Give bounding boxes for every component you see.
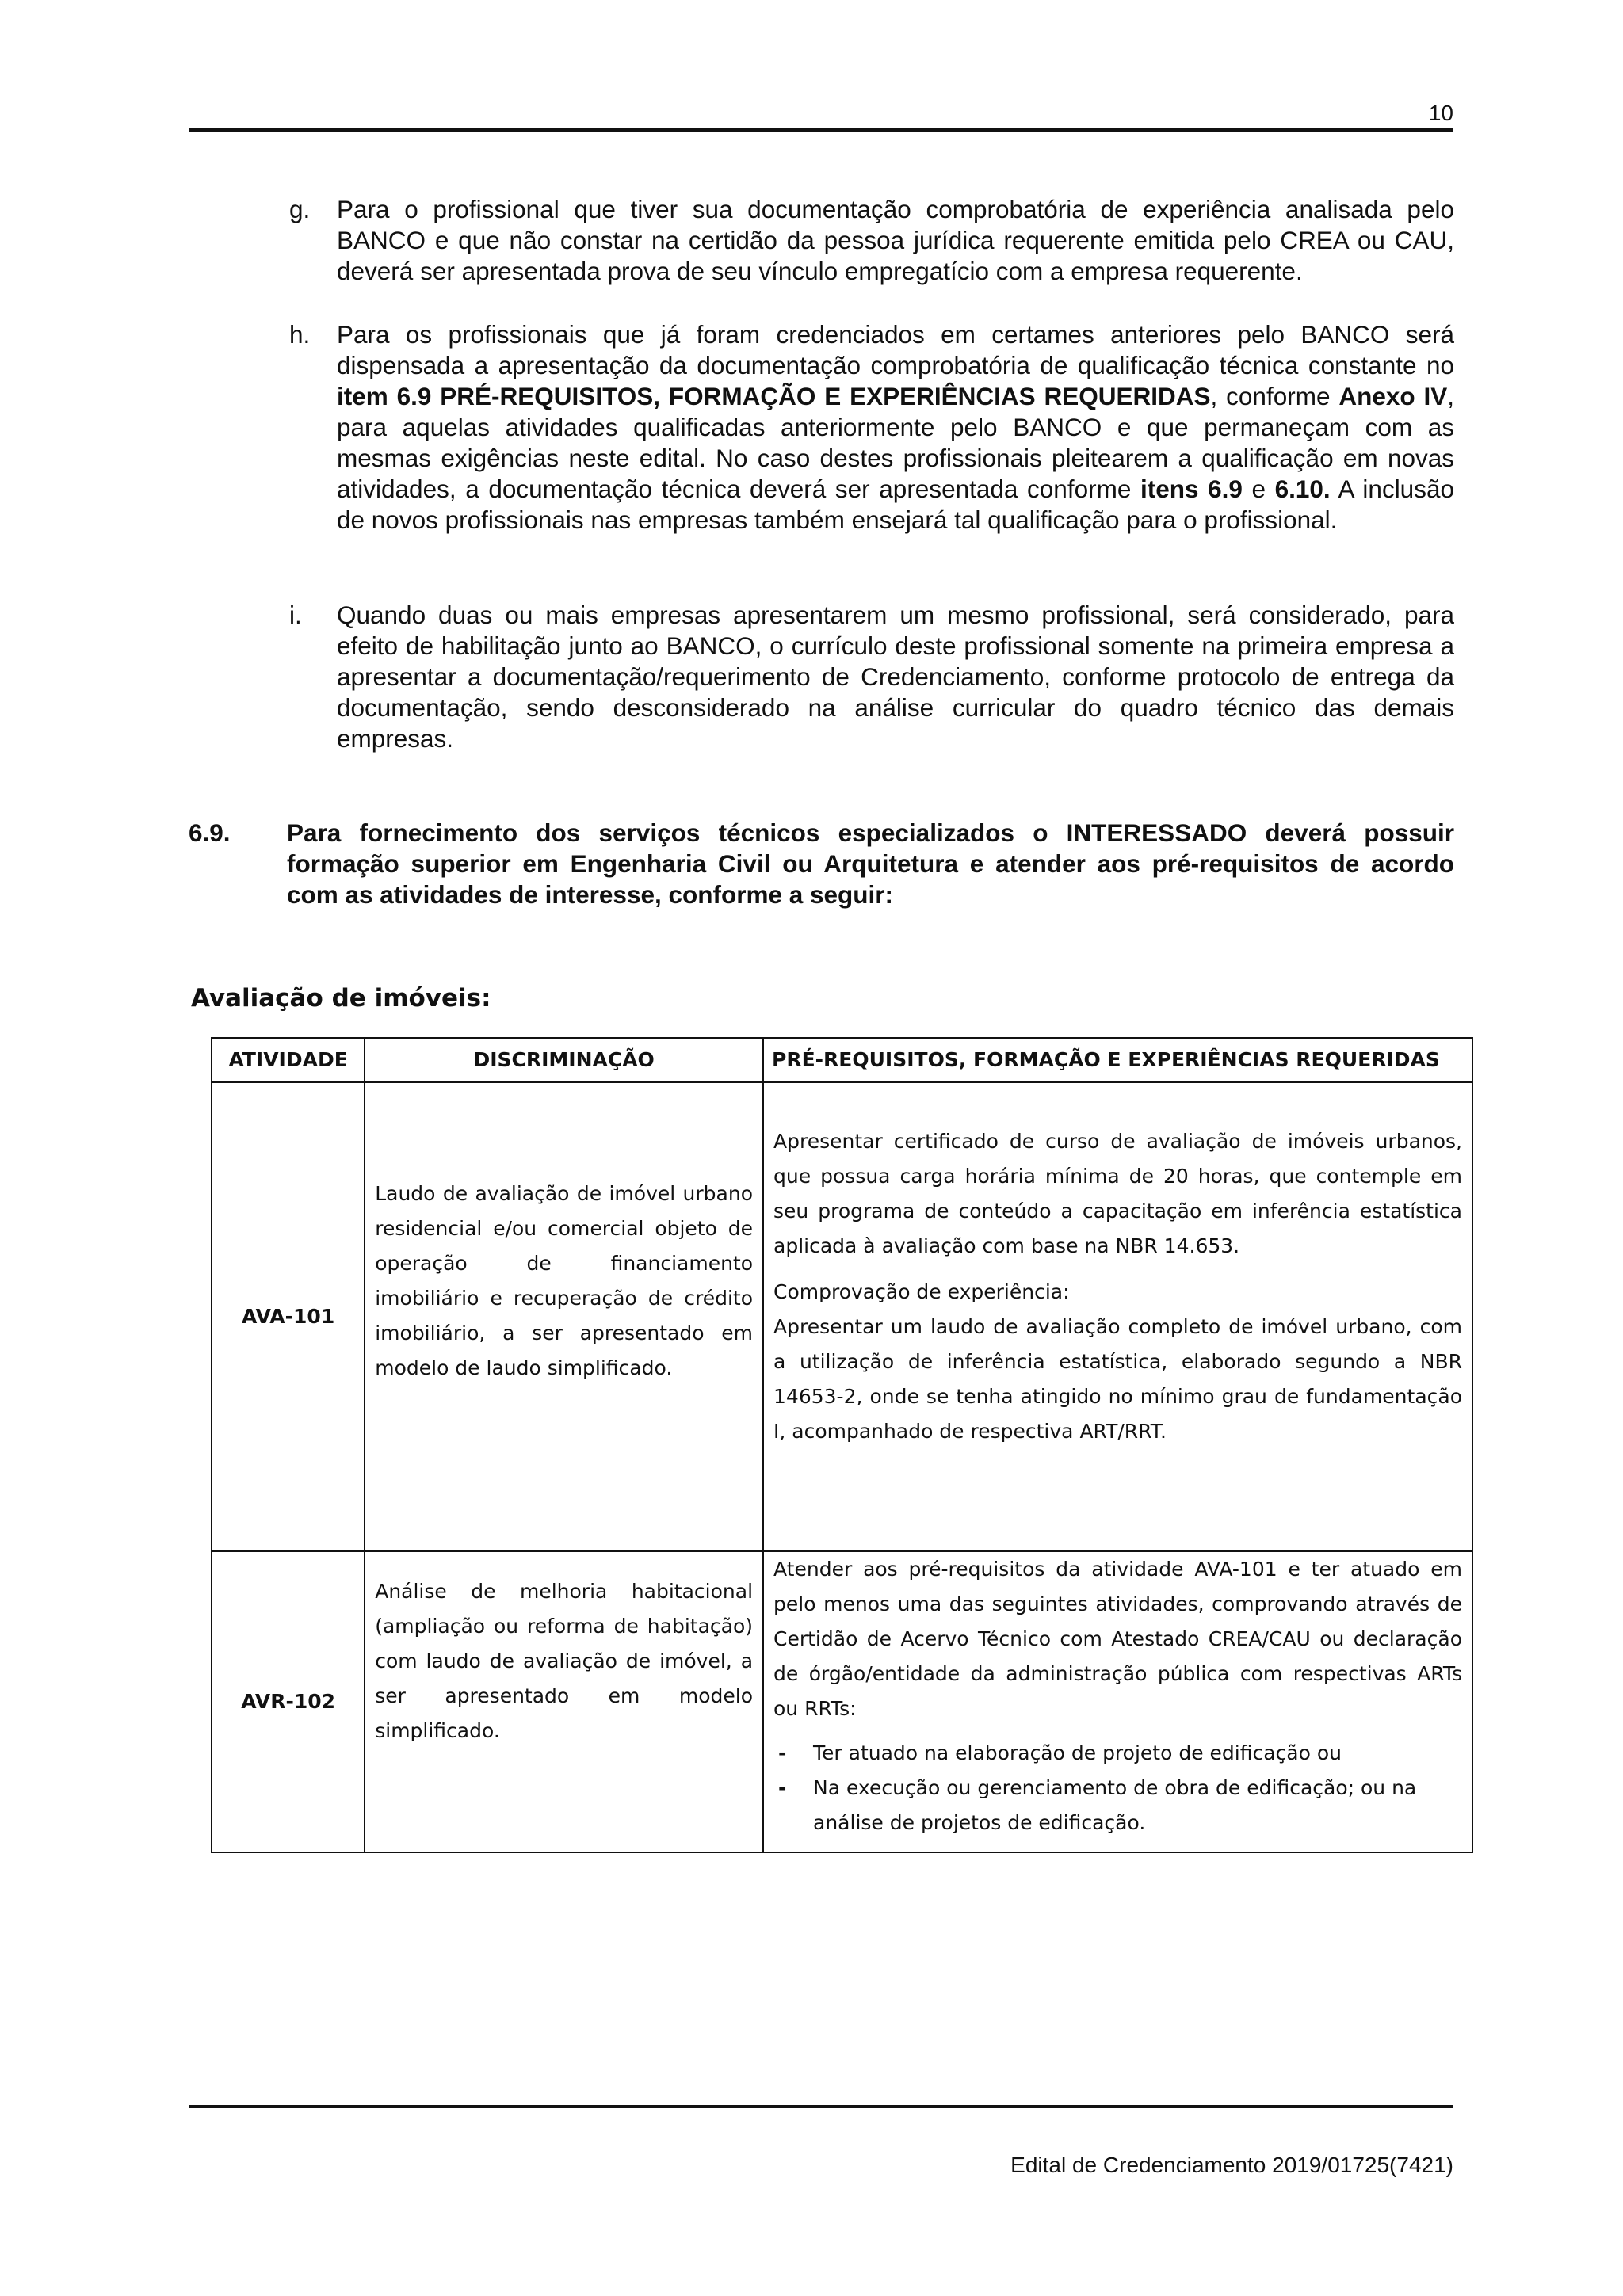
activity-code: AVR-102 bbox=[212, 1551, 365, 1852]
list-item-g bbox=[289, 194, 1454, 287]
list-item bbox=[773, 1736, 1462, 1771]
header-rule bbox=[189, 128, 1453, 132]
column-header-requisitos: PRÉ-REQUISITOS, FORMAÇÃO E EXPERIÊNCIAS REQUERIDAS bbox=[763, 1038, 1472, 1082]
activity-requirements bbox=[763, 1082, 1472, 1551]
bold-reference: Anexo IV bbox=[1338, 382, 1448, 410]
list-marker: h. bbox=[289, 320, 311, 349]
text-run: , para aquelas atividades qualificadas anteriormente pelo BANCO e que permaneçam com as mesmas exigências neste edital. No caso destes profissionais pleitearem a qualificação em novas atividades, a documentação técnica deverá ser apresentada conforme bbox=[337, 382, 1455, 503]
activity-code: AVA-101 bbox=[212, 1082, 365, 1551]
activity-description bbox=[365, 1082, 763, 1551]
list-marker: g. bbox=[289, 195, 311, 223]
description-text: Análise de melhoria habitacional (ampliação ou reforma de habitação) com laudo de avaliação de imóvel, a ser apresentado em modelo simplificado. bbox=[375, 1580, 754, 1742]
table-row bbox=[212, 1551, 1472, 1852]
experience-text: Apresentar um laudo de avaliação completo de imóvel urbano, com a utilização de inferência estatística, elaborado segundo a NBR 14653-2, onde se tenha atingido no mínimo grau de fundamentação I, acompanhado de respectiva ART/RRT. bbox=[773, 1315, 1462, 1443]
experience-title: Comprovação de experiência: bbox=[773, 1280, 1070, 1303]
table-row bbox=[212, 1082, 1472, 1551]
table-header-row bbox=[212, 1038, 1472, 1082]
bullet-text: Na execução ou gerenciamento de obra de edificação; ou na análise de projetos de edificação. bbox=[813, 1776, 1417, 1834]
text-run: e bbox=[1242, 475, 1275, 503]
bold-reference: item 6.9 PRÉ-REQUISITOS, FORMAÇÃO E EXPERIÊNCIAS REQUERIDAS bbox=[337, 382, 1211, 410]
list-item-text: Para o profissional que tiver sua documentação comprobatória de experiência analisada pelo BANCO e que não constar na certidão da pessoa jurídica requerente emitida pelo CREA ou CAU, deverá ser apresentada prova de seu vínculo empregatício com a empresa requerente. bbox=[337, 195, 1454, 285]
bullet-text: Ter atuado na elaboração de projeto de edificação ou bbox=[813, 1741, 1342, 1764]
bold-reference: itens 6.9 bbox=[1140, 475, 1243, 503]
requirement-text: Apresentar certificado de curso de avaliação de imóveis urbanos, que possua carga horária mínima de 20 horas, que contemple em seu programa de conteúdo a capacitação em inferência estatística aplicada à avaliação com base na NBR 14.653. bbox=[773, 1130, 1462, 1257]
footer-text: Edital de Credenciamento 2019/01725(7421) bbox=[1010, 2153, 1453, 2177]
dash-marker: - bbox=[778, 1776, 787, 1799]
requirement-text: Atender aos pré-requisitos da atividade AVA-101 e ter atuado em pelo menos uma das seguintes atividades, comprovando através de Certidão de Acervo Técnico com Atestado CREA/CAU ou declaração de órgão/entidade da administração pública com respectivas ARTs ou RRTs: bbox=[773, 1558, 1462, 1720]
dash-marker: - bbox=[778, 1741, 787, 1764]
column-header-discriminacao: DISCRIMINAÇÃO bbox=[365, 1038, 763, 1082]
section-number: 6.9. bbox=[189, 818, 231, 847]
list-item-i bbox=[289, 600, 1454, 754]
list-marker: i. bbox=[289, 601, 302, 629]
section-text: Para fornecimento dos serviços técnicos especializados o INTERESSADO deverá possuir formação superior em Engenharia Civil ou Arquitetura e atender aos pré-requisitos de acordo com as atividades de interesse, conforme a seguir: bbox=[287, 818, 1454, 909]
activity-requirements bbox=[763, 1551, 1472, 1852]
activity-description bbox=[365, 1551, 763, 1852]
list-item bbox=[773, 1771, 1462, 1840]
requirement-text bbox=[773, 1275, 1462, 1449]
column-header-atividade: ATIVIDADE bbox=[212, 1038, 365, 1082]
list-item-text: Quando duas ou mais empresas apresentarem um mesmo profissional, será considerado, para efeito de habilitação junto ao BANCO, o currículo deste profissional somente na primeira empresa a apresentar a documentação/requerimento de Credenciamento, conforme protocolo de entrega da documentação, sendo desconsiderado na análise curricular do quadro técnico das demais empresas. bbox=[337, 601, 1454, 753]
text-run: Para os profissionais que já foram credenciados em certames anteriores pelo BANCO será dispensada a apresentação da documentação comprobatória de qualificação técnica constante no bbox=[337, 320, 1454, 379]
description-text: Laudo de avaliação de imóvel urbano residencial e/ou comercial objeto de operação de financiamento imobiliário e recuperação de crédito imobiliário, a ser apresentado em modelo de laudo simplificado. bbox=[375, 1182, 754, 1379]
text-run: , conforme bbox=[1210, 382, 1339, 410]
section-6-9 bbox=[189, 818, 1454, 910]
footer-rule bbox=[189, 2105, 1453, 2108]
requirements-table bbox=[211, 1037, 1473, 1853]
text-run: A inclusão de novos profissionais nas empresas também ensejará tal qualificação para o profissional. bbox=[337, 475, 1454, 534]
subheading: Avaliação de imóveis: bbox=[191, 984, 491, 1013]
bold-reference: 6.10. bbox=[1274, 475, 1331, 503]
requirement-bullets bbox=[773, 1736, 1462, 1840]
list-item-text bbox=[337, 319, 1454, 536]
page-number: 10 bbox=[1428, 101, 1453, 125]
list-item-h bbox=[289, 319, 1454, 536]
